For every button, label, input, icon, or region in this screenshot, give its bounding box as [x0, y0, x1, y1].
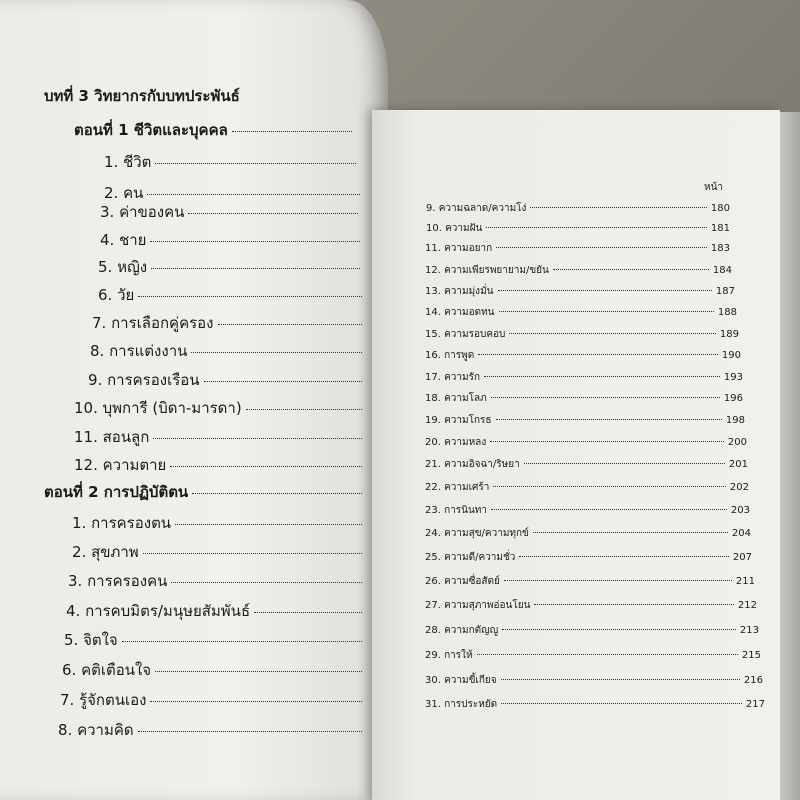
- toc-entry: 2. สุขภาพ: [72, 540, 366, 564]
- toc-entry: 15. ความรอบคอบ 189: [425, 329, 739, 340]
- toc-entry: 3. การครองคน: [68, 569, 366, 593]
- toc-entry: 25. ความดี/ความชั่ว 207: [425, 552, 752, 563]
- toc-entry: 6. คติเตือนใจ: [62, 658, 366, 682]
- toc-entry: 19. ความโกรธ 198: [425, 415, 745, 426]
- toc-entry: 3. ค่าของคน: [100, 200, 362, 224]
- toc-entry: 22. ความเศร้า 202: [425, 482, 749, 493]
- toc-entry: 9. ความฉลาด/ความโง่ 180: [426, 203, 730, 214]
- toc-entry: 1. ชีวิต: [104, 150, 360, 174]
- toc-entry: 17. ความรัก 193: [425, 372, 743, 383]
- toc-entry: 14. ความอดทน 188: [425, 307, 737, 318]
- toc-entry: 2. คน: [104, 181, 364, 205]
- toc-entry: 16. การพูด 190: [425, 350, 741, 361]
- part2-title: ตอนที่ 2 การปฏิบัติตน: [44, 480, 366, 504]
- part1-title: ตอนที่ 1 ชีวิตและบุคคล: [74, 118, 356, 142]
- toc-entry: 30. ความขี้เกียจ 216: [425, 675, 763, 686]
- toc-entry: 4. การคบมิตร/มนุษยสัมพันธ์: [66, 599, 366, 623]
- toc-entry: 23. การนินทา 203: [425, 505, 750, 516]
- toc-entry: 9. การครองเรือน: [88, 368, 366, 392]
- toc-entry: 6. วัย: [98, 283, 366, 307]
- toc-entry: 10. ความฝัน 181: [426, 223, 730, 234]
- toc-entry: 7. การเลือกคู่ครอง: [92, 311, 366, 335]
- toc-entry: 20. ความหลง 200: [425, 437, 747, 448]
- toc-entry: 5. จิตใจ: [64, 628, 366, 652]
- toc-entry: 13. ความมุ่งมั่น 187: [425, 286, 735, 297]
- toc-entry: 1. การครองตน: [72, 511, 366, 535]
- page-column-label: หน้า: [704, 182, 724, 193]
- toc-entry: 24. ความสุข/ความทุกข์ 204: [425, 528, 751, 539]
- page-edges: [780, 112, 800, 800]
- toc-entry: 12. ความตาย: [74, 453, 366, 477]
- toc-entry: 11. สอนลูก: [74, 425, 366, 449]
- toc-entry: 5. หญิง: [98, 255, 364, 279]
- toc-entry: 31. การประหยัด 217: [425, 699, 765, 710]
- toc-entry: 11. ความอยาก 183: [425, 243, 730, 254]
- toc-entry: 27. ความสุภาพอ่อนโยน 212: [425, 600, 757, 611]
- chapter-title: บทที่ 3 วิทยากรกับบทประพันธ์: [44, 87, 240, 105]
- toc-entry: 21. ความอิจฉา/ริษยา 201: [425, 459, 748, 470]
- toc-entry: 4. ชาย: [100, 228, 364, 252]
- toc-entry: 10. บุพการี (บิดา-มารดา): [74, 396, 366, 420]
- toc-entry: 7. รู้จักตนเอง: [60, 688, 366, 712]
- toc-entry: 29. การให้ 215: [425, 650, 761, 661]
- toc-entry: 28. ความกตัญญู 213: [425, 625, 759, 636]
- toc-entry: 18. ความโลภ 196: [425, 393, 743, 404]
- toc-entry: 12. ความเพียรพยายาม/ขยัน 184: [425, 265, 732, 276]
- toc-entry: 8. ความคิด: [58, 718, 366, 742]
- toc-entry: 26. ความซื่อสัตย์ 211: [425, 576, 755, 587]
- toc-entry: 8. การแต่งงาน: [90, 339, 366, 363]
